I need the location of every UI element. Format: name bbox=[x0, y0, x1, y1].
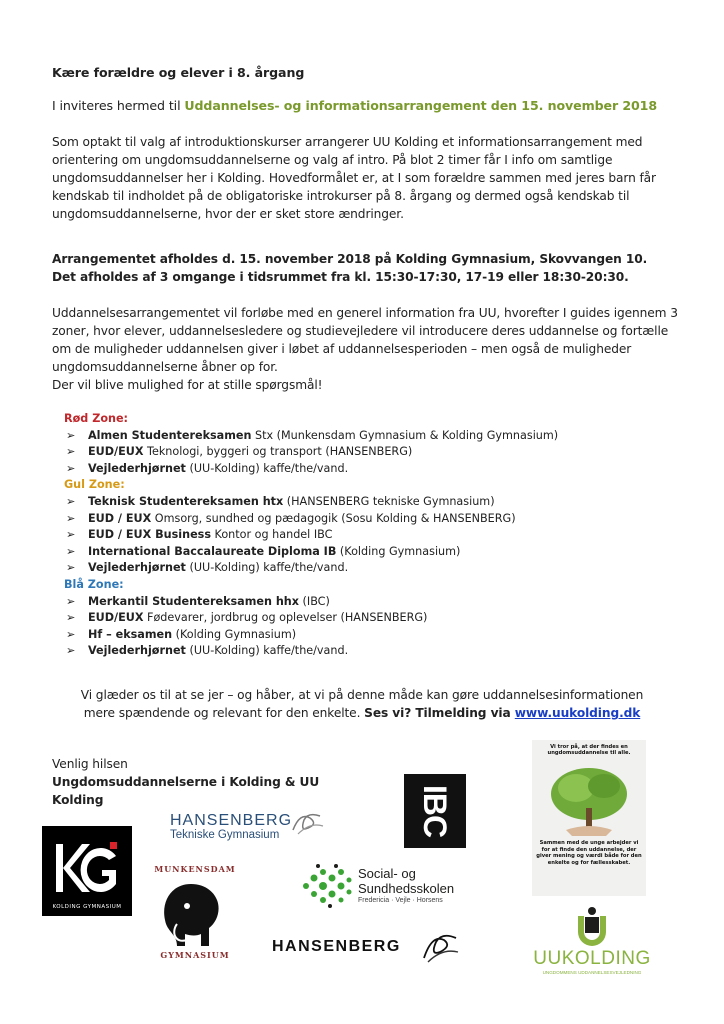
list-item bbox=[64, 444, 664, 461]
list-item bbox=[64, 560, 664, 577]
list-item bbox=[64, 544, 664, 561]
sosu-line-3: Fredericia · Vejle · Horsens bbox=[358, 897, 443, 904]
item-detail: (HANSENBERG tekniske Gymnasium) bbox=[283, 494, 495, 508]
description-text: Uddannelsesarrangementet vil forløbe med en generel information fra UU, hvorefter I guides igennem 3 zoner, hvor elever, uddannelsesledere og studievejledere vil introducere deres uddannelse og fortælle om de muligheder uddannelsen giver i løbet af uddannelsesperioden – men også de muligheder ungdomsuddannelserne åbner op for. bbox=[52, 306, 678, 374]
list-item bbox=[64, 511, 664, 528]
item-title: EUD / EUX Business bbox=[88, 528, 211, 542]
item-detail: Kontor og handel IBC bbox=[211, 528, 333, 542]
arrow-bullet-icon: ➢ bbox=[66, 644, 76, 658]
item-title: Vejlederhjørnet bbox=[88, 561, 186, 575]
item-detail: Fødevarer, jordbrug og oplevelser (HANSENBERG) bbox=[143, 611, 428, 625]
arrow-bullet-icon: ➢ bbox=[66, 494, 76, 508]
arrow-bullet-icon: ➢ bbox=[66, 544, 76, 558]
uu-sub: UNGDOMMENS UDDANNELSESVEJLEDNING bbox=[542, 970, 642, 975]
closing-line-2 bbox=[40, 704, 684, 722]
list-item bbox=[64, 594, 664, 611]
signup-link[interactable]: www.uukolding.dk bbox=[514, 706, 641, 720]
arrow-bullet-icon: ➢ bbox=[66, 611, 76, 625]
kg-monogram-icon bbox=[42, 826, 132, 904]
item-title: Vejlederhjørnet bbox=[88, 461, 186, 475]
arrow-bullet-icon: ➢ bbox=[66, 511, 76, 525]
invite-line bbox=[52, 97, 680, 115]
signature bbox=[52, 755, 372, 809]
event-time-line: Det afholdes af 3 omgange i tidsrummet fra kl. 15:30-17:30, 17-19 eller 18:30-20:30. bbox=[52, 270, 629, 284]
ibc-text: IBC bbox=[417, 784, 453, 838]
zone-title-yellow: Gul Zone: bbox=[64, 478, 125, 492]
item-detail: (UU-Kolding) kaffe/the/vand. bbox=[185, 644, 349, 658]
item-detail: (Kolding Gymnasium) bbox=[336, 544, 461, 558]
item-title: Hf – eksamen bbox=[88, 627, 173, 641]
sosu-line-1: Social- og bbox=[358, 866, 416, 881]
closing-line-1: Vi glæder os til at se jer – og håber, at vi på denne måde kan gøre uddannelsesinformationen bbox=[80, 688, 644, 702]
item-title: Almen Studentereksamen bbox=[88, 428, 252, 442]
hansenberg-tech-sub: Tekniske Gymnasium bbox=[170, 829, 280, 841]
signup-text: Ses vi? Tilmelding via bbox=[364, 706, 515, 720]
item-detail: (UU-Kolding) kaffe/the/vand. bbox=[185, 461, 349, 475]
list-item bbox=[64, 610, 664, 627]
event-title: Uddannelses- og informationsarrangement den 15. november 2018 bbox=[184, 98, 657, 113]
question-line: Der vil blive mulighed for at stille spørgsmål! bbox=[52, 378, 323, 392]
arrow-bullet-icon: ➢ bbox=[66, 627, 76, 641]
kg-caption: KOLDING GYMNASIUM bbox=[52, 904, 122, 910]
hansenberg-name: HANSENBERG bbox=[272, 938, 401, 955]
munkensdam-top: MUNKENSDAM bbox=[154, 864, 236, 874]
intro-paragraph: Som optakt til valg af introduktionskurser arrangerer UU Kolding et informationsarrangement med orientering om ungdomsuddannelserne og valg af intro. På blot 2 timer får I info om samtlige ungdomsuddannelser her i Kolding. Hovedformålet er, at I som forældre sammen med jeres barn får kendskab til indholdet på de obligatoriske introkurser på 8. årgang og dermed også kendskab til ungdomsuddannelserne, hvor der er sket store ændringer. bbox=[52, 135, 656, 221]
item-detail: Stx (Munkensdam Gymnasium & Kolding Gymnasium) bbox=[251, 428, 559, 442]
arrow-bullet-icon: ➢ bbox=[66, 594, 76, 608]
arrow-bullet-icon: ➢ bbox=[66, 528, 76, 542]
item-detail: (UU-Kolding) kaffe/the/vand. bbox=[185, 561, 349, 575]
sosu-logo bbox=[300, 862, 480, 910]
arrow-bullet-icon: ➢ bbox=[66, 461, 76, 475]
greeting: Kære forældre og elever i 8. årgang bbox=[52, 65, 305, 80]
list-item bbox=[64, 494, 664, 511]
kolding-gymnasium-logo bbox=[42, 826, 132, 916]
item-title: EUD / EUX bbox=[88, 511, 152, 525]
regards: Venlig hilsen bbox=[52, 757, 128, 771]
list-item bbox=[64, 461, 664, 478]
uu-figure-icon bbox=[574, 906, 610, 946]
item-title: Teknisk Studentereksamen htx bbox=[88, 494, 284, 508]
event-details bbox=[52, 250, 680, 286]
zone-title-blue: Blå Zone: bbox=[64, 577, 124, 591]
tree-poster-bottom: Sammen med de unge arbejder vi for at finde den uddannelse, der giver mening og værdi både for den enkelte og for fællesskabet. bbox=[536, 840, 642, 866]
hansenberg-swirl-icon bbox=[290, 810, 326, 836]
item-title: Merkantil Studentereksamen hhx bbox=[88, 594, 299, 608]
arrow-bullet-icon: ➢ bbox=[66, 445, 76, 459]
hansenberg-tekniske-logo bbox=[170, 812, 330, 852]
zones-list bbox=[64, 411, 664, 660]
list-item bbox=[64, 643, 664, 660]
sosu-dots-icon bbox=[300, 862, 354, 908]
tree-poster-top: Vi tror på, at der findes en ungdomsuddannelse til alle. bbox=[547, 744, 631, 757]
signature-org: Ungdomsuddannelserne i Kolding & UU Kolding bbox=[52, 775, 320, 807]
tree-icon bbox=[546, 764, 632, 836]
item-title: EUD/EUX bbox=[88, 445, 144, 459]
hansenberg-swirl-icon bbox=[420, 930, 460, 964]
item-detail: (IBC) bbox=[298, 594, 330, 608]
item-detail: (Kolding Gymnasium) bbox=[172, 627, 297, 641]
list-item bbox=[64, 527, 664, 544]
list-item bbox=[64, 627, 664, 644]
item-title: International Baccalaureate Diploma IB bbox=[88, 544, 337, 558]
hansenberg-tech-name: HANSENBERG bbox=[170, 812, 293, 829]
uu-name: UUKOLDING bbox=[533, 948, 651, 969]
event-location-line: Arrangementet afholdes d. 15. november 2018 på Kolding Gymnasium, Skovvangen 10. bbox=[52, 252, 648, 266]
ibc-logo bbox=[404, 774, 466, 848]
sosu-line-2: Sundhedsskolen bbox=[358, 881, 455, 896]
munkensdam-bottom: GYMNASIUM bbox=[160, 950, 230, 960]
invite-prefix: I inviteres hermed til bbox=[52, 98, 185, 113]
description-paragraph bbox=[52, 304, 680, 394]
list-item bbox=[64, 428, 664, 445]
arrow-bullet-icon: ➢ bbox=[66, 561, 76, 575]
closing-text: mere spændende og relevant for den enkelte. bbox=[83, 706, 365, 720]
item-title: EUD/EUX bbox=[88, 611, 144, 625]
hansenberg-logo bbox=[272, 930, 462, 966]
uu-kolding-logo bbox=[528, 906, 656, 982]
item-title: Vejlederhjørnet bbox=[88, 644, 186, 658]
item-detail: Teknologi, byggeri og transport (HANSENBERG) bbox=[143, 445, 413, 459]
munkensdam-gymnasium-logo bbox=[147, 862, 243, 966]
arrow-bullet-icon: ➢ bbox=[66, 428, 76, 442]
zone-title-red: Rød Zone: bbox=[64, 412, 129, 425]
item-detail: Omsorg, sundhed og pædagogik (Sosu Kolding & HANSENBERG) bbox=[151, 511, 516, 525]
tree-poster bbox=[532, 740, 646, 896]
closing-paragraph bbox=[40, 686, 684, 722]
